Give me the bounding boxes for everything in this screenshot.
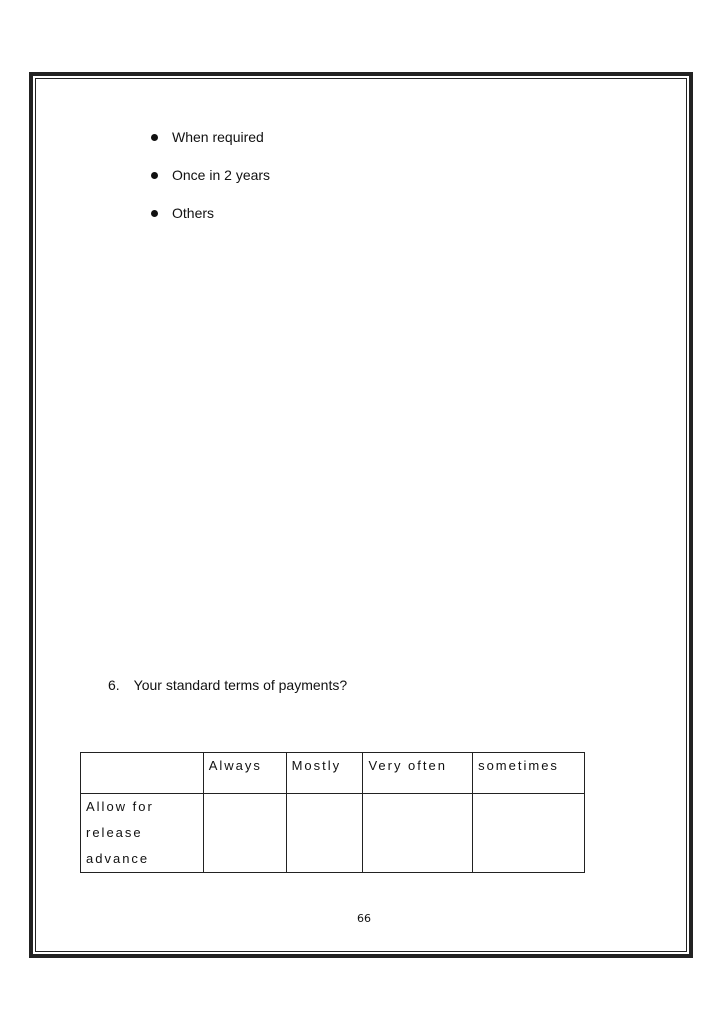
table-header-empty bbox=[81, 753, 204, 794]
question-6 bbox=[108, 676, 347, 694]
bullet-icon bbox=[151, 134, 158, 141]
table-header-mostly: Mostly bbox=[286, 753, 363, 794]
table-header-sometimes: sometimes bbox=[473, 753, 585, 794]
question-text: Your standard terms of payments? bbox=[133, 677, 348, 693]
option-label: Once in 2 years bbox=[172, 167, 271, 183]
row-label-line: release bbox=[86, 825, 143, 840]
table-header-always: Always bbox=[203, 753, 286, 794]
cell-mostly[interactable] bbox=[286, 794, 363, 873]
row-label-line: Allow for bbox=[86, 799, 154, 814]
option-label: Others bbox=[172, 205, 215, 221]
payment-terms-table bbox=[80, 752, 585, 873]
row-label-line: advance bbox=[86, 851, 150, 866]
row-label-allow-for-release-advance bbox=[81, 794, 204, 873]
table-row bbox=[81, 794, 585, 873]
cell-sometimes[interactable] bbox=[473, 794, 585, 873]
cell-very-often[interactable] bbox=[363, 794, 473, 873]
table-header-very-often: Very often bbox=[363, 753, 473, 794]
option-item bbox=[148, 204, 270, 242]
option-label: When required bbox=[172, 129, 264, 145]
table-header-row bbox=[81, 753, 585, 794]
question-number: 6. bbox=[108, 677, 120, 693]
cell-always[interactable] bbox=[203, 794, 286, 873]
page-number: 66 bbox=[357, 912, 371, 925]
option-list bbox=[148, 128, 270, 242]
option-item bbox=[148, 166, 270, 204]
bullet-icon bbox=[151, 172, 158, 179]
option-item bbox=[148, 128, 270, 166]
bullet-icon bbox=[151, 210, 158, 217]
